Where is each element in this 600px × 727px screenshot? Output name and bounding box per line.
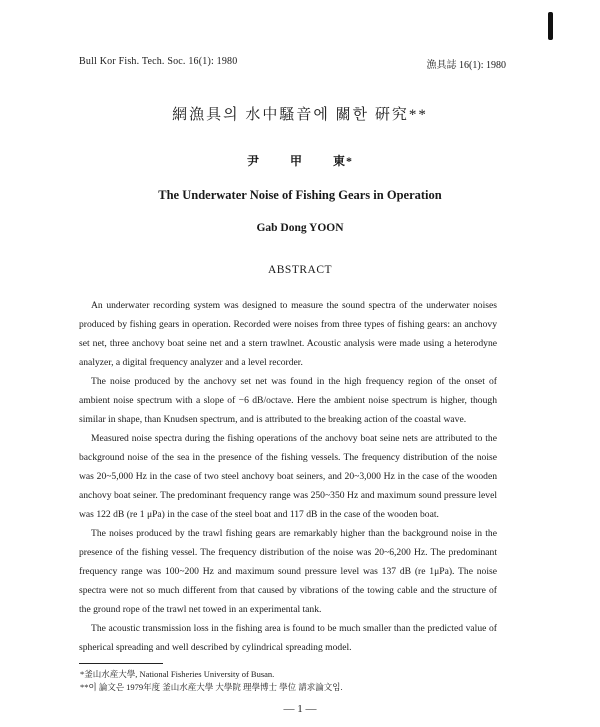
journal-header-english: Bull Kor Fish. Tech. Soc. 16(1): 1980: [79, 56, 238, 67]
abstract-body: [79, 296, 497, 657]
abstract-paragraph: An underwater recording system was designed to measure the sound spectra of the underwater noises produced by fishing gears in operation. Recorded were noises from three types of fishing gears: an anchovy set net, three anchovy boat seine net and a stern trawlnet. Acoustic analysis were made using a heterodyne analyzer, a digital frequency analyzer and a level recorder.: [79, 300, 497, 368]
abstract-paragraph: Measured noise spectra during the fishing operations of the anchovy boat seine nets are attributed to the background noise of the sea in the presence of the fishing vessels. The frequency distribution of the noise was 20~5,000 Hz in the case of two steel anchovy boat seiners, and 20~3,000 Hz in the case of the wooden anchovy boat seiner. The predominant frequency range was 250~350 Hz and maximum sound pressure level was 122 dB (re 1 μPa) in the case of the steel boat and 117 dB in the case of the wooden boat.: [79, 433, 497, 520]
journal-header-korean: 漁具誌 16(1): 1980: [426, 60, 506, 71]
footnotes: [80, 668, 500, 694]
abstract-paragraph: The acoustic transmission loss in the fishing area is found to be much smaller than the predicted value of spherical spreading and well described by cylindrical spreading model.: [79, 623, 497, 653]
page-number: — 1 —: [283, 703, 317, 715]
korean-author: 尹 甲 東*: [246, 154, 353, 168]
footnote-thesis: **이 論文은 1979年度 釜山水産大學 大學院 理學博士 學位 請求論文임.: [80, 682, 343, 692]
abstract-paragraph: The noises produced by the trawl fishing gears are remarkably higher than the background noise in the presence of the fishing vessel. The frequency distribution of the noise was 20~6,200 Hz. The predominant frequency range was 100~200 Hz and maximum sound pressure level was 137 dB (re 1μPa). The noise spectra were not so much different from that caused by vibrations of the towing cable and the structure of the ground rope of the trawl net towed in an experimental tank.: [79, 528, 497, 615]
korean-title: 網漁具의 水中騷音에 關한 硏究**: [172, 107, 428, 123]
english-author: Gab Dong YOON: [256, 222, 344, 234]
footnote-divider: [79, 663, 163, 664]
scan-mark: [548, 12, 553, 40]
english-title: The Underwater Noise of Fishing Gears in Operation: [158, 188, 442, 202]
footnote-affiliation: *釜山水産大學, National Fisheries University of Busan.: [80, 669, 275, 679]
abstract-paragraph: The noise produced by the anchovy set net was found in the high frequency region of the onset of ambient noise spectrum with a slope of −6 dB/octave. Here the ambient noise spectrum is higher, though similar in shape, than Knudsen spectrum, and is attributed to the breaking action of the coastal wave.: [79, 376, 497, 425]
abstract-heading: ABSTRACT: [267, 264, 333, 276]
